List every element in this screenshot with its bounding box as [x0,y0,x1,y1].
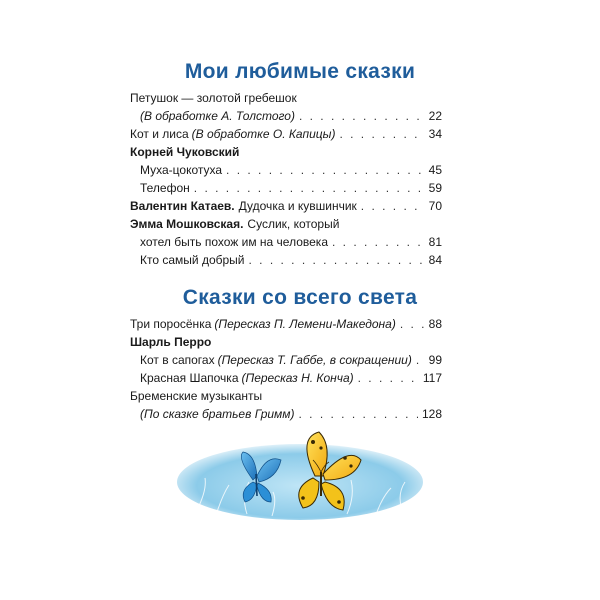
entry-note: (Пересказ П. Лемени-Македона) [214,317,396,331]
leader-dots [249,251,425,269]
toc-entry[interactable] [130,369,442,387]
entry-note: (В обработке А. Толстого) [140,109,295,123]
page-number: 84 [428,253,442,267]
page-number: 128 [421,407,442,421]
section-title-favorite-tales: Мои любимые сказки [184,60,416,83]
entry-title: Кот и лиса [130,127,189,141]
toc-entry[interactable] [130,179,442,197]
leader-dots [358,369,419,387]
author-name: Корней Чуковский [130,145,240,159]
page-number: 34 [428,127,442,141]
entry-title: Петушок — золотой гребешок [130,91,297,105]
entry-title: Муха-цокотуха [140,163,223,177]
toc-entry[interactable] [130,89,442,107]
toc-entry[interactable] [130,107,442,125]
author-name: Валентин Катаев. [130,199,235,213]
toc-entry[interactable] [130,251,442,269]
toc-author-heading [130,333,442,351]
toc-entry[interactable] [130,387,442,405]
entry-title: Бременские музыканты [130,389,263,403]
leader-dots [299,405,418,423]
entry-title: Кто самый добрый [140,253,245,267]
entry-title: Телефон [140,181,190,195]
leader-dots [299,107,424,125]
leader-dots [339,125,424,143]
toc-entry[interactable] [130,315,442,333]
toc-entry[interactable] [130,125,442,143]
toc-entry[interactable] [130,351,442,369]
toc-entry[interactable] [130,405,442,423]
page-number: 70 [428,199,442,213]
page-number: 22 [428,109,442,123]
leader-dots [400,315,424,333]
entry-title: Кот в сапогах [140,353,215,367]
toc-entry[interactable] [130,215,442,233]
entry-note: (Пересказ Н. Конча) [241,371,354,385]
page-number: 88 [428,317,442,331]
toc-entry[interactable] [130,161,442,179]
page-number: 117 [422,371,442,385]
leader-dots [332,233,424,251]
leader-dots [416,351,424,369]
leader-dots [361,197,424,215]
page-number: 59 [428,181,442,195]
leader-dots [226,161,424,179]
toc-author-heading [130,143,442,161]
toc-list-world-tales [130,315,442,423]
page-number: 45 [428,163,442,177]
entry-title: Дудочка и кувшинчик [238,199,357,213]
entry-note: (По сказке братьев Гримм) [140,407,295,421]
page-number: 99 [428,353,442,367]
author-name: Шарль Перро [130,335,212,349]
leader-dots [194,179,424,197]
entry-title: Три поросёнка [130,317,212,331]
page-number: 81 [428,235,442,249]
author-name: Эмма Мошковская. [130,217,244,231]
entry-title: хотел быть похож им на человека [140,235,328,249]
entry-note: (В обработке О. Капицы) [191,127,336,141]
toc-entry[interactable] [130,233,442,251]
toc-entry[interactable] [130,197,442,215]
entry-note: (Пересказ Т. Габбе, в сокращении) [217,353,412,367]
butterflies-illustration [177,430,423,520]
entry-title: Суслик, который [247,217,340,231]
section-title-world-tales: Сказки со всего света [182,286,418,309]
sky-background [177,444,423,520]
entry-title: Красная Шапочка [140,371,239,385]
toc-list-favorite-tales [130,89,442,269]
